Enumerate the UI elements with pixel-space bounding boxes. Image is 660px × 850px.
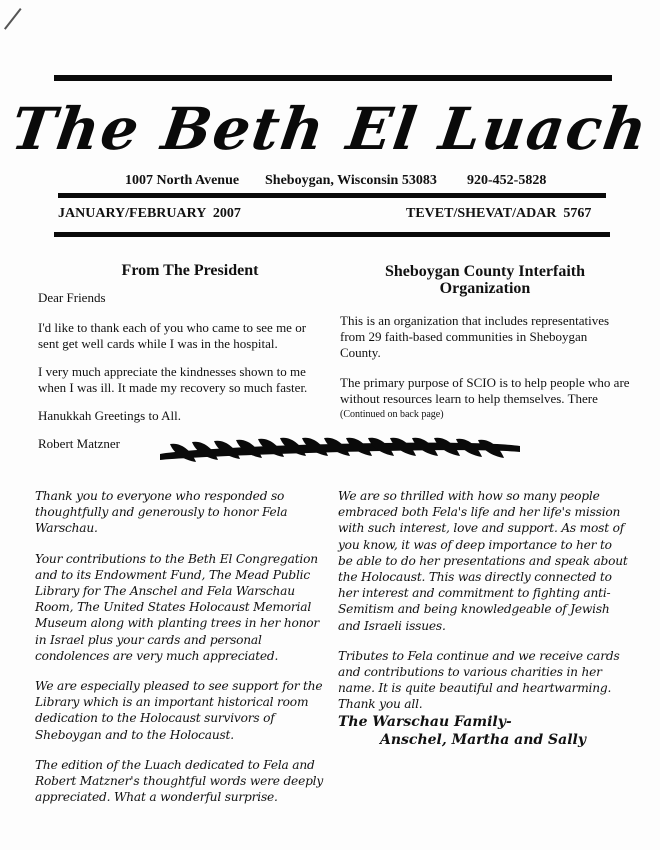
newsletter-title: The Beth El Luach [7, 95, 653, 163]
thank-you-right-column [338, 488, 630, 727]
president-heading: From The President [121, 262, 259, 279]
thank-you-paragraph: Thank you to everyone who responded so thoughtfully and generously to honor Fela Warschau. [35, 489, 288, 536]
hebrew-date: TEVET/SHEVAT/ADAR 5767 [406, 206, 592, 221]
braided-leaf-divider [160, 432, 520, 472]
gregorian-date: JANUARY/FEBRUARY 2007 [58, 206, 241, 221]
continued-note: (Continued on back page) [340, 409, 444, 420]
masthead-bottom-rule [54, 232, 610, 237]
president-paragraph: I very much appreciate the kindnesses shown to me when I was ill. It made my recovery so much faster. [38, 364, 308, 395]
pen-mark [4, 8, 22, 30]
interfaith-paragraph: The primary purpose of SCIO is to help people who are without resources learn to help themselves. There [340, 375, 630, 406]
interfaith-heading: Sheboygan County Interfaith Organization [384, 263, 586, 297]
thank-you-paragraph: We are especially pleased to see support for the Library which is an important historical room dedication to the Holocaust survivors of Sheboygan and to the Holocaust. [35, 679, 323, 742]
salutation: Dear Friends [38, 290, 106, 305]
president-signature: Robert Matzner [38, 436, 120, 451]
interfaith-paragraph: This is an organization that includes representatives from 29 faith-based communities in Sheboygan County. [340, 313, 610, 360]
thank-you-paragraph: Tributes to Fela continue and we receive cards and contributions to various charities in her name. It is quite beautiful and heartwarming. Thank you all. [338, 648, 620, 712]
thank-you-left-column [35, 488, 325, 819]
thank-you-paragraph: The edition of the Luach dedicated to Fela and Robert Matzner's thoughtful words were deeply appreciated. What a wonderful surprise. [35, 757, 324, 805]
masthead-mid-rule [58, 193, 606, 198]
family-signature-line1: The Warschau Family- [338, 714, 512, 730]
thank-you-paragraph: Your contributions to the Beth El Congregation and to its Endowment Fund, The Mead Public Library for The Anschel and Fela Warschau Room, The United States Holocaust Memorial Museum along with planting trees in her honor in Israel plus your cards and personal condolences are very much appreciated. [35, 551, 320, 663]
masthead-top-rule [54, 75, 612, 81]
phone-number: 920-452-5828 [467, 173, 547, 188]
president-paragraph: I'd like to thank each of you who came to see me or sent get well cards while I was in the hospital. [38, 320, 307, 351]
president-paragraph: Hanukkah Greetings to All. [38, 408, 181, 423]
city-address: Sheboygan, Wisconsin 53083 [265, 173, 437, 188]
street-address: 1007 North Avenue [125, 173, 240, 188]
interfaith-article [340, 313, 630, 423]
thank-you-paragraph: We are so thrilled with how so many people embraced both Fela's life and her life's mission with such interest, love and support. As most of you know, it was of deep importance to her to be able to do her presentations and speak about the Holocaust. This was directly connected to her interest and commitment to fighting anti-Semitism and being knowledgeable of Jewish and Israeli issues. [338, 489, 628, 633]
family-signature-line2: Anschel, Martha and Sally [380, 732, 587, 748]
